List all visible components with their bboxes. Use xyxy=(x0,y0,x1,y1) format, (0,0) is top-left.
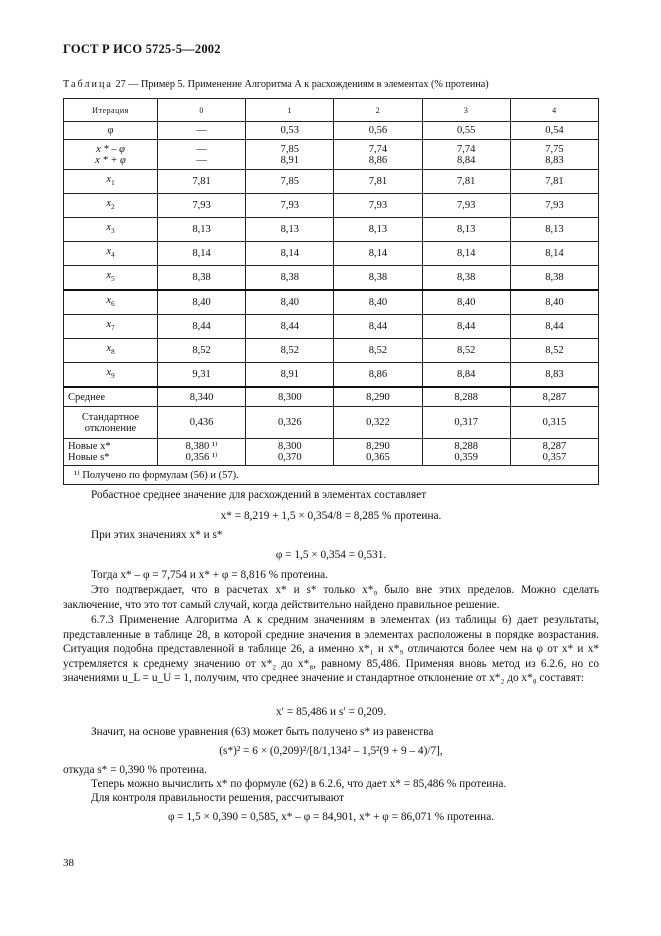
table-cell: 7,93 xyxy=(246,194,334,218)
table-cell: 8,52 xyxy=(510,339,598,363)
cell-line: 7,85 xyxy=(280,143,299,155)
table-cell: 0,315 xyxy=(510,407,598,439)
table-cell: 8,44 xyxy=(510,315,598,339)
table-cell: 0,53 xyxy=(246,122,334,140)
table-caption-word: Таблица xyxy=(63,79,113,90)
row-label-limits xyxy=(64,140,158,170)
table-cell: 8,52 xyxy=(334,339,422,363)
table-cell: 8,40 xyxy=(158,290,246,315)
table-cell: 8,40 xyxy=(422,290,510,315)
row-label-subscript: 8 xyxy=(111,348,115,356)
table-row-x xyxy=(64,194,599,218)
row-label-x: $x_8$ xyxy=(64,339,158,363)
table-row-x xyxy=(64,315,599,339)
table-cell: 8,287 xyxy=(510,387,598,407)
cell-line: 8,300 xyxy=(277,441,302,452)
cell-line: 7,74 xyxy=(456,143,476,155)
row-label-subscript: 1 xyxy=(111,179,115,187)
row-label-subscript: 4 xyxy=(111,251,115,259)
table-cell: 8,38 xyxy=(158,266,246,291)
table-cell: 8,40 xyxy=(510,290,598,315)
table-footnote-row xyxy=(64,466,599,485)
x-rows-body xyxy=(64,170,599,388)
paragraph: откуда s* = 0,390 % протеина. xyxy=(63,764,207,776)
table-cell xyxy=(158,439,246,466)
row-label-subscript: 6 xyxy=(111,300,115,308)
table-cell: 8,38 xyxy=(510,266,598,291)
column-header: 1 xyxy=(246,99,334,122)
row-label-x: $x_5$ xyxy=(64,266,158,291)
table-cell: 8,13 xyxy=(334,218,422,242)
table-cell: 7,93 xyxy=(334,194,422,218)
page-number: 38 xyxy=(63,857,74,869)
table-cell: 8,86 xyxy=(334,363,422,388)
table-cell: 8,13 xyxy=(246,218,334,242)
table-cell: 8,288 xyxy=(422,387,510,407)
paragraph: Тогда x* – φ = 7,754 и x* + φ = 8,816 % протеина. xyxy=(91,569,329,581)
table-cell xyxy=(158,140,246,170)
table-cell xyxy=(334,140,422,170)
table-cell: 8,52 xyxy=(422,339,510,363)
table-cell: 8,38 xyxy=(334,266,422,291)
table-row-x xyxy=(64,218,599,242)
new-x-label: Новые x* xyxy=(68,441,111,452)
cell-line: 8,91 xyxy=(280,154,299,166)
cell-line: 0,357 xyxy=(542,452,567,463)
cell-line: 8,380 ¹⁾ xyxy=(185,441,218,452)
table-footnote: ¹⁾ Получено по формулам (56) и (57). xyxy=(64,466,599,485)
row-label-new xyxy=(64,439,158,466)
cell-line: 8,86 xyxy=(368,154,388,166)
table-cell: 8,38 xyxy=(246,266,334,291)
table-cell: 8,44 xyxy=(334,315,422,339)
table-caption-text: 27 — Пример 5. Применение Алгоритма А к расхождениям в элементах (% протеина) xyxy=(112,79,489,90)
table-row-phi xyxy=(64,122,599,140)
table-row-sd xyxy=(64,407,599,439)
paragraph: Это подтверждает, что в расчетах x* и s* только x*₉ было вне этих пределов. Можно сделать заключение, что это тот самый случай, когда действительно найдено правильное решение. xyxy=(63,584,599,611)
table-cell: 8,13 xyxy=(422,218,510,242)
row-label-x: $x_6$ xyxy=(64,290,158,315)
table-cell: 7,93 xyxy=(422,194,510,218)
table-cell: 0,56 xyxy=(334,122,422,140)
formula: (s*)² = 6 × (0,209)²/[8/1,134² – 1,5²(9 + 9 – 4)/7], xyxy=(219,745,443,757)
table-cell: 8,14 xyxy=(158,242,246,266)
table-cell: 8,40 xyxy=(246,290,334,315)
table-row-mean xyxy=(64,387,599,407)
table-header-row xyxy=(64,99,599,122)
cell-line: 8,287 xyxy=(542,441,567,452)
paragraph: Робастное среднее значение для расхождений в элементах составляет xyxy=(91,489,427,501)
formula: φ = 1,5 × 0,354 = 0,531. xyxy=(275,549,387,561)
table-cell: 0,322 xyxy=(334,407,422,439)
table-cell: 8,44 xyxy=(246,315,334,339)
table-cell: 7,85 xyxy=(246,170,334,194)
table-cell: 9,31 xyxy=(158,363,246,388)
table-cell: 8,52 xyxy=(158,339,246,363)
table-cell: 0,54 xyxy=(510,122,598,140)
formula: φ = 1,5 × 0,390 = 0,585, x* – φ = 84,901, x* + φ = 86,071 % протеина. xyxy=(167,811,495,823)
paragraph: 6.7.3 Применение Алгоритма А к средним значениям в элементах (из таблицы 6) дает результаты, представленные в таблице 28, в которой средние значения в элементах расположены в порядке возрастания. Ситуация подобна представленной в таблице 26, а именно x*₁ и x*₉ отличаются более чем на φ от x* и x* устремляется к среднему значению от x*₂ до x*₈, равному 85,486. Применяя вновь метод из 6.2.6, но со значениями u_L = u_U = 1, получим, что среднее значение и стандартное отклонение от x*₂ до x*₈ составят: xyxy=(63,614,599,684)
row-label-subscript: 2 xyxy=(111,203,115,211)
cell-line: 8,290 xyxy=(366,441,390,452)
table-cell: 7,81 xyxy=(158,170,246,194)
table-cell: 0,436 xyxy=(158,407,246,439)
row-label-subscript: 5 xyxy=(111,275,115,283)
table-cell xyxy=(246,140,334,170)
table-row-new xyxy=(64,439,599,466)
table-row-x xyxy=(64,266,599,291)
table-cell: 7,81 xyxy=(334,170,422,194)
cell-line: 0,359 xyxy=(454,452,478,463)
column-header: 2 xyxy=(334,99,422,122)
cell-line: — xyxy=(196,143,207,155)
column-header: Итерация xyxy=(64,99,158,122)
column-header: 3 xyxy=(422,99,510,122)
paragraph: При этих значениях x* и s* xyxy=(91,529,223,541)
row-label: Среднее xyxy=(64,387,158,407)
table-cell: 8,52 xyxy=(246,339,334,363)
table-row-x xyxy=(64,339,599,363)
table-cell: 8,14 xyxy=(510,242,598,266)
table-cell: 8,14 xyxy=(422,242,510,266)
table-caption xyxy=(63,79,489,90)
paragraph: Для контроля правильности решения, рассчитывают xyxy=(91,792,344,804)
row-label-x: $x_1$ xyxy=(64,170,158,194)
paragraph: Теперь можно вычислить x* по формуле (62) в 6.2.6, что дает x* = 85,486 % протеина. xyxy=(91,778,507,790)
table-row-limits xyxy=(64,140,599,170)
table-cell xyxy=(422,140,510,170)
cell-line: 8,84 xyxy=(456,154,476,166)
formula: x′ = 85,486 и s′ = 0,209. xyxy=(275,706,387,718)
table-row-x xyxy=(64,290,599,315)
row-label: φ xyxy=(64,122,158,140)
data-table xyxy=(63,98,599,485)
table-cell: 7,81 xyxy=(510,170,598,194)
formula: x* = 8,219 + 1,5 × 0,354/8 = 8,285 % протеина. xyxy=(220,510,442,522)
cell-line: 7,74 xyxy=(368,143,388,155)
table-cell: 0,317 xyxy=(422,407,510,439)
table-row-x xyxy=(64,363,599,388)
table-cell xyxy=(334,439,422,466)
table-cell: 8,340 xyxy=(158,387,246,407)
cell-line: 0,365 xyxy=(366,452,390,463)
table-cell: 8,44 xyxy=(422,315,510,339)
row-label-x: $x_4$ xyxy=(64,242,158,266)
xplus-label: x * + φ xyxy=(95,154,126,166)
table-cell: 7,93 xyxy=(510,194,598,218)
row-label-x: $x_2$ xyxy=(64,194,158,218)
column-header: 4 xyxy=(510,99,598,122)
table-cell: 8,13 xyxy=(510,218,598,242)
row-label-x: $x_7$ xyxy=(64,315,158,339)
table-cell: — xyxy=(158,122,246,140)
table-cell: 8,84 xyxy=(422,363,510,388)
table-cell: 8,44 xyxy=(158,315,246,339)
cell-line: 8,83 xyxy=(545,154,564,166)
document-header: ГОСТ Р ИСО 5725-5—2002 xyxy=(63,42,221,56)
row-label: Стандартное отклонение xyxy=(64,407,158,439)
cell-line: — xyxy=(196,154,207,166)
table-cell: 0,326 xyxy=(246,407,334,439)
table-cell: 8,91 xyxy=(246,363,334,388)
table-cell: 8,290 xyxy=(334,387,422,407)
cell-line: 0,356 ¹⁾ xyxy=(185,452,218,463)
table-cell: 7,93 xyxy=(158,194,246,218)
table-cell: 8,40 xyxy=(334,290,422,315)
table-cell xyxy=(422,439,510,466)
table-cell: 8,14 xyxy=(334,242,422,266)
table-cell: 7,81 xyxy=(422,170,510,194)
cell-line: 8,288 xyxy=(454,441,478,452)
table-row-x xyxy=(64,170,599,194)
cell-line: 0,370 xyxy=(277,452,302,463)
xminus-label: x * – φ xyxy=(96,143,125,155)
column-header: 0 xyxy=(158,99,246,122)
paragraph: Значит, на основе уравнения (63) может быть получено s* из равенства xyxy=(91,726,434,738)
table-cell: 8,13 xyxy=(158,218,246,242)
row-label-subscript: 9 xyxy=(111,372,115,380)
row-label-x: $x_3$ xyxy=(64,218,158,242)
row-label-subscript: 3 xyxy=(111,227,115,235)
new-s-label: Новые s* xyxy=(68,452,110,463)
table-cell: 8,38 xyxy=(422,266,510,291)
table-cell xyxy=(510,439,598,466)
table-cell xyxy=(510,140,598,170)
table-row-x xyxy=(64,242,599,266)
table-cell: 0,55 xyxy=(422,122,510,140)
row-label-x: $x_9$ xyxy=(64,363,158,388)
table-cell: 8,14 xyxy=(246,242,334,266)
table-cell: 8,300 xyxy=(246,387,334,407)
table-cell: 8,83 xyxy=(510,363,598,388)
cell-line: 7,75 xyxy=(545,143,564,155)
row-label-subscript: 7 xyxy=(111,324,115,332)
table-cell xyxy=(246,439,334,466)
